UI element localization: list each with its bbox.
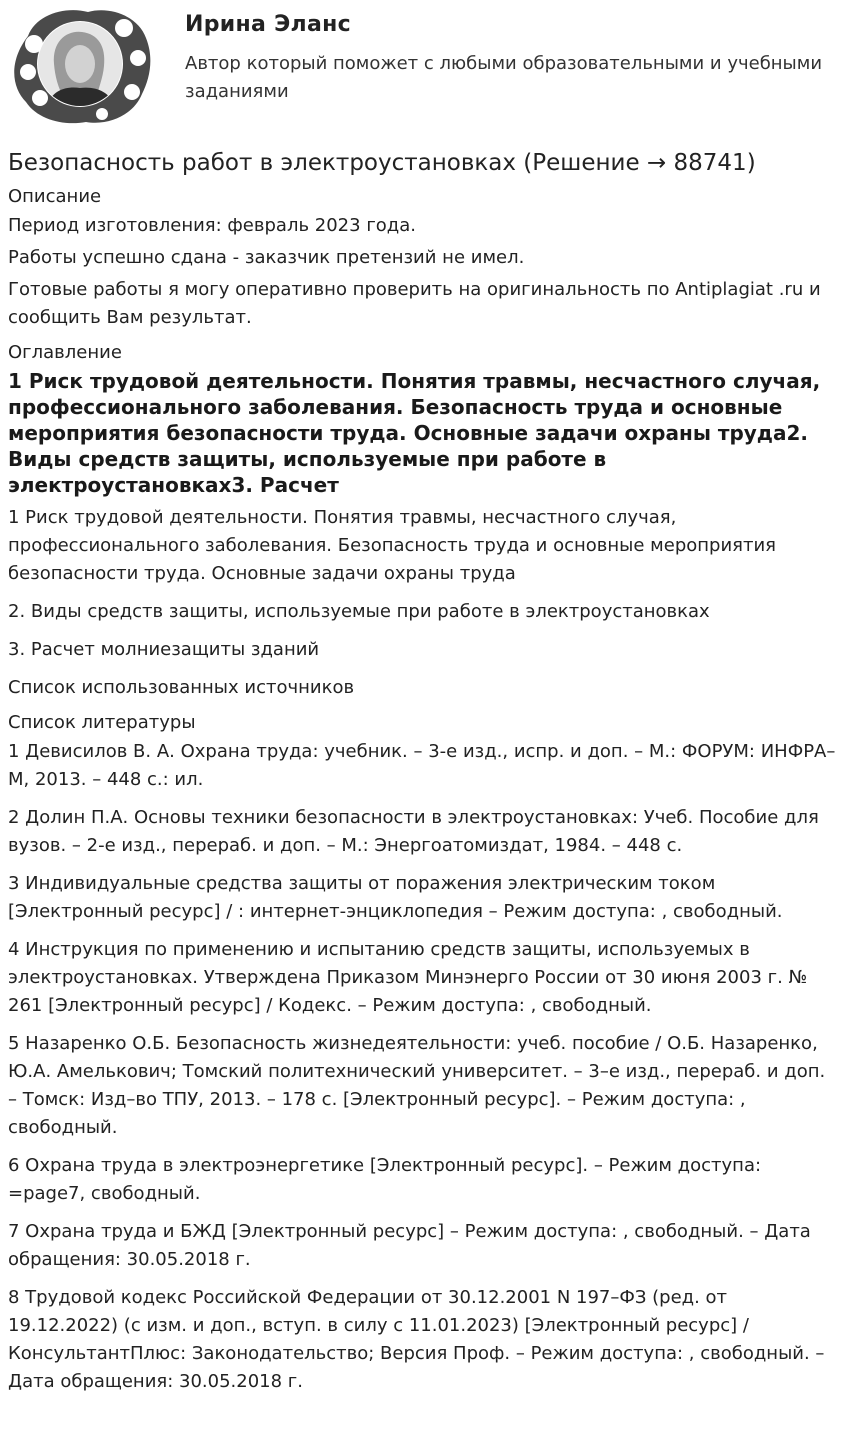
document-title: Безопасность работ в электроустановках (Решение → 88741) — [8, 150, 756, 176]
toc-item: 1 Риск трудовой деятельности. Понятия травмы, несчастного случая, профессионального заболевания. Безопасность труда и основные мероприятия безопасности труда. Основные задачи охраны труда — [8, 507, 777, 584]
literature-item: 6 Охрана труда в электроэнергетике [Электронный ресурс]. – Режим доступа: =page7, свободный. — [8, 1155, 762, 1204]
toc-item: Список использованных источников — [8, 677, 355, 698]
document-content — [8, 148, 836, 1406]
literature-item: 2 Долин П.А. Основы техники безопасности в электроустановках: Учеб. Пособие для вузов. – 2-е изд., перераб. и доп. – М.: Энергоатомиздат, 1984. – 448 с. — [8, 807, 819, 856]
description-paragraph: Готовые работы я могу оперативно проверить на оригинальность по Antiplagiat .ru и сообщить Вам результат. — [8, 279, 821, 328]
description-label: Описание — [8, 186, 102, 207]
toc-label: Оглавление — [8, 342, 122, 363]
literature-item: 7 Охрана труда и БЖД [Электронный ресурс] – Режим доступа: , свободный. – Дата обращения: 30.05.2018 г. — [8, 1221, 811, 1270]
author-avatar[interactable] — [6, 6, 152, 126]
description-paragraph: Работы успешно сдана - заказчик претензий не имел. — [8, 247, 525, 268]
literature-item: 5 Назаренко О.Б. Безопасность жизнедеятельности: учеб. пособие / О.Б. Назаренко, Ю.А. Амелькович; Томский политехнический университет. – 3–е изд., перераб. и доп. – Томск: Изд–во ТПУ, 2013. – 178 с. [Электронный ресурс]. – Режим доступа: , свободный. — [8, 1033, 826, 1138]
author-header — [0, 0, 847, 135]
literature-item: 8 Трудовой кодекс Российской Федерации от 30.12.2001 N 197–ФЗ (ред. от 19.12.2022) (с изм. и доп., вступ. в силу с 11.01.2023) [Электронный ресурс] / КонсультантПлюс: Законодательство; Версия Проф. – Режим доступа: , свободный. – Дата обращения: 30.05.2018 г. — [8, 1287, 825, 1392]
literature-item: 4 Инструкция по применению и испытанию средств защиты, используемых в электроустановках. Утверждена Приказом Минэнерго России от 30 июня 2003 г. № 261 [Электронный ресурс] / Кодекс. – Режим доступа: , свободный. — [8, 939, 808, 1016]
literature-item: 3 Индивидуальные средства защиты от поражения электрическим током [Электронный ресурс] / : интернет-энциклопедия – Режим доступа: , свободный. — [8, 873, 783, 922]
toc-heading: 1 Риск трудовой деятельности. Понятия травмы, несчастного случая, профессионального заболевания. Безопасность труда и основные мероприятия безопасности труда. Основные задачи охраны труда2. Виды средств защиты, используемые при работе в электроустановках3. Расчет — [8, 369, 821, 497]
literature-label: Список литературы — [8, 712, 196, 733]
toc-item: 2. Виды средств защиты, используемые при работе в электроустановках — [8, 601, 710, 622]
description-paragraph: Период изготовления: февраль 2023 года. — [8, 215, 416, 236]
author-description: Автор который поможет с любыми образовательными и учебными заданиями — [185, 53, 823, 102]
literature-item: 1 Девисилов В. А. Охрана труда: учебник. – 3-е изд., испр. и доп. – М.: ФОРУМ: ИНФРА–М, 2013. – 448 с.: ил. — [8, 741, 836, 790]
toc-item: 3. Расчет молниезащиты зданий — [8, 639, 320, 660]
author-name[interactable]: Ирина Эланс — [185, 12, 351, 37]
